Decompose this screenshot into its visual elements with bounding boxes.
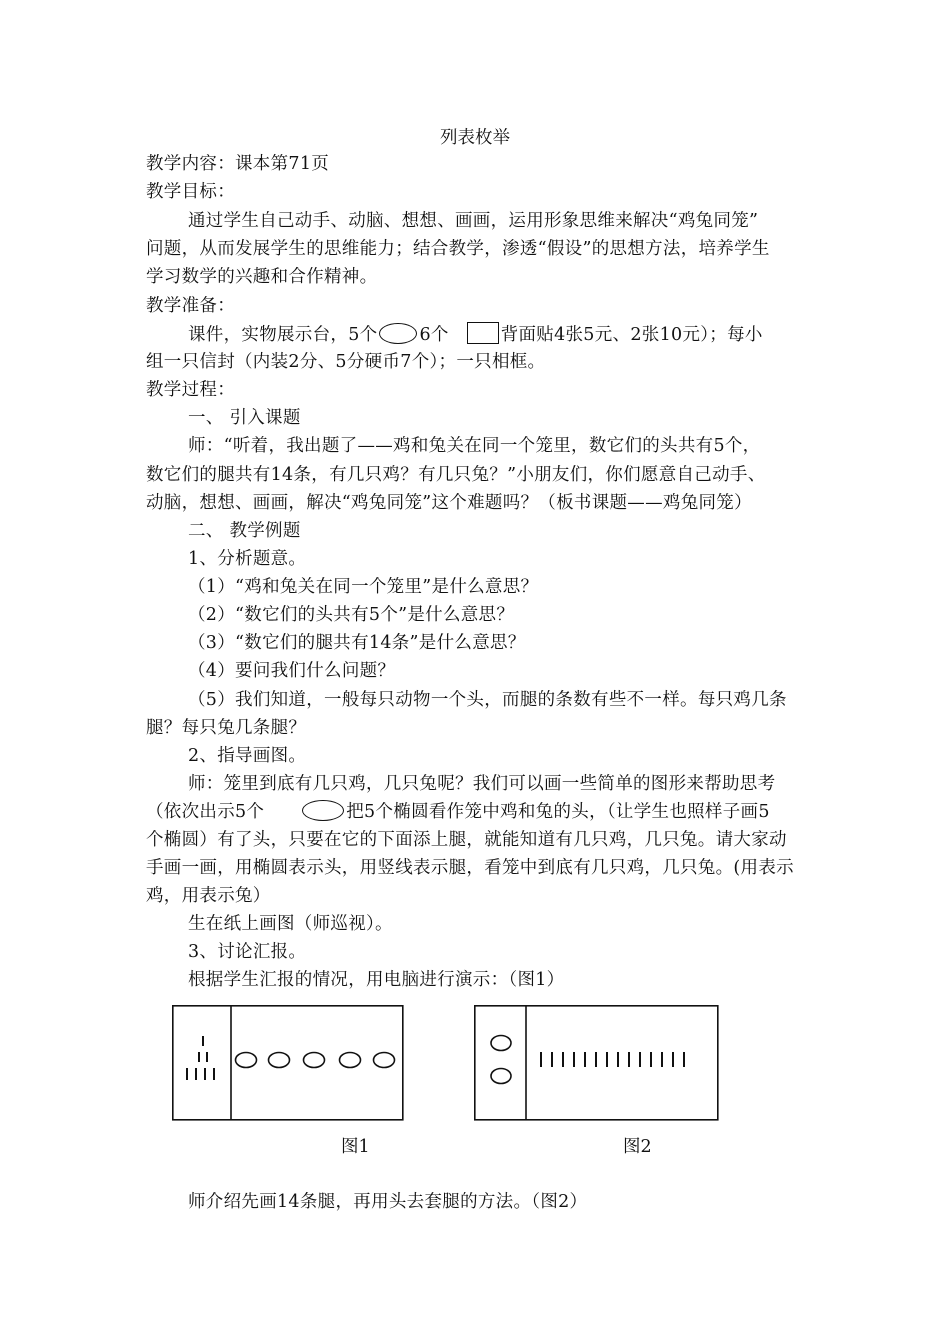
drawing-guide-text-b: 把5个椭圆看作笼中鸡和兔的头，（让学生也照样子画5 (346, 802, 770, 822)
teaching-goals-heading: 教学目标： (146, 182, 235, 202)
figure-2-legs (541, 1052, 684, 1067)
question-4: （4）要问我们什么问题？ (188, 661, 396, 681)
head-oval (374, 1053, 395, 1068)
section-2-heading: 二、 教学例题 (188, 521, 301, 541)
drawing-guide-line-2 (146, 800, 770, 824)
head-oval (491, 1036, 511, 1051)
head-oval (304, 1053, 325, 1068)
question-5-line-1: （5）我们知道，一般每只动物一个头，而腿的条数有些不一样。每只鸡几条 (188, 690, 787, 710)
question-5-line-2: 腿？每只兔几条腿？ (146, 718, 307, 738)
intro-line-1: 师：“听着，我出题了——鸡和兔关在同一个笼里，数它们的头共有5个， (188, 436, 761, 456)
head-oval (269, 1053, 290, 1068)
head-oval (340, 1053, 361, 1068)
teaching-process-heading: 教学过程： (146, 380, 235, 400)
drawing-guide-line-4: 手画一画，用椭圆表示头，用竖线表示腿，看笼中到底有几只鸡，几只兔。(用表示 (146, 858, 794, 878)
teaching-content: 教学内容：课本第71页 (146, 154, 330, 174)
method-line: 师介绍先画14条腿，再用头去套腿的方法。（图2） (188, 1192, 588, 1212)
head-oval (236, 1053, 257, 1068)
preparation-text-a: 课件，实物展示台，5个 (188, 325, 378, 345)
figure-1-heads (236, 1053, 395, 1068)
preparation-line-1 (188, 322, 763, 347)
figure-2-caption: 图2 (623, 1137, 652, 1157)
intro-line-3: 动脑，想想、画画，解决“鸡兔同笼”这个难题吗？（板书课题——鸡兔同笼） (146, 493, 752, 513)
figure-1-caption: 图1 (341, 1137, 370, 1157)
drawing-guide-line-5: 鸡，用表示兔） (146, 886, 271, 906)
preparation-line-2: 组一只信封（内装2分、5分硬币7个）；一只相框。 (146, 352, 546, 372)
drawing-guide-line-1: 师：笼里到底有几只鸡，几只兔呢？我们可以画一些简单的图形来帮助思考 (188, 774, 776, 794)
figure-1-frame (173, 1006, 403, 1120)
figure-2 (474, 1005, 720, 1121)
head-oval (491, 1069, 511, 1084)
figure-1 (172, 1005, 404, 1121)
goal-paragraph-line-2: 问题，从而发展学生的思维能力；结合教学，渗透“假设”的思想方法，培养学生 (146, 239, 770, 259)
goal-paragraph-line-1: 通过学生自己动手、动脑、想想、画画，运用形象思维来解决“鸡兔同笼” (188, 211, 759, 231)
student-drawing-line: 生在纸上画图（师巡视）。 (188, 914, 393, 934)
preparation-text-b: 6个 (419, 325, 449, 345)
goal-paragraph-line-3: 学习数学的兴趣和合作精神。 (146, 267, 378, 287)
page-title: 列表枚举 (440, 128, 510, 148)
teaching-preparation-heading: 教学准备： (146, 296, 235, 316)
figure-1-legs (187, 1036, 214, 1080)
step-1-heading: 1、分析题意。 (188, 549, 307, 569)
preparation-text-c: 背面贴4张5元、2张10元）；每小 (500, 325, 763, 345)
oval-shape-icon (302, 800, 344, 821)
question-2: （2）“数它们的头共有5个”是什么意思？ (188, 605, 515, 625)
demo-intro-line: 根据学生汇报的情况，用电脑进行演示：（图1） (188, 970, 565, 990)
oval-shape-icon (379, 323, 417, 344)
step-3-heading: 3、讨论汇报。 (188, 942, 307, 962)
drawing-guide-text-a: （依次出示5个 (146, 802, 265, 822)
drawing-guide-line-3: 个椭圆）有了头，只要在它的下面添上腿，就能知道有几只鸡，几只兔。请大家动 (146, 830, 787, 850)
step-2-heading: 2、指导画图。 (188, 746, 307, 766)
figure-2-heads (491, 1036, 511, 1084)
rectangle-shape-icon (467, 322, 499, 344)
section-1-heading: 一、 引入课题 (188, 408, 301, 428)
question-1: （1）“鸡和兔关在同一个笼里”是什么意思？ (188, 577, 539, 597)
question-3: （3）“数它们的腿共有14条”是什么意思？ (188, 633, 526, 653)
intro-line-2: 数它们的腿共有14条，有几只鸡？有几只兔？”小朋友们，你们愿意自己动手、 (146, 465, 766, 485)
